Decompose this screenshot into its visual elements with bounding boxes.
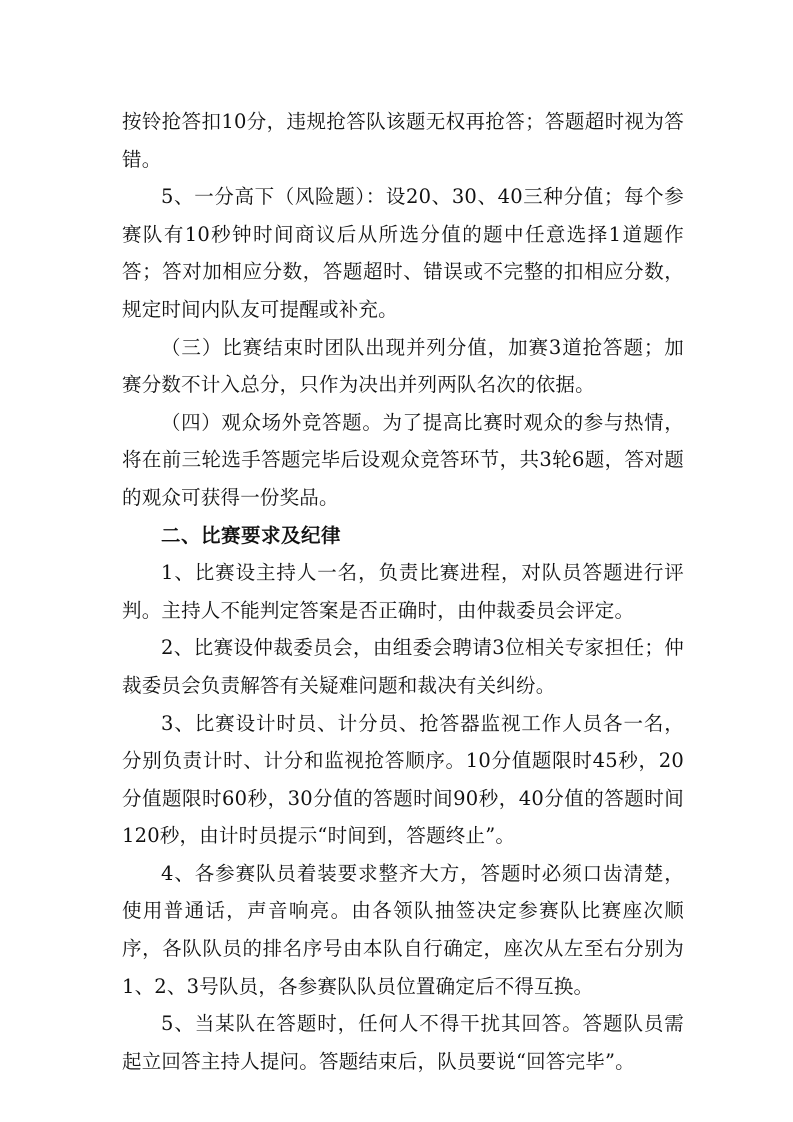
- paragraph-risk-question: 5、一分高下（风险题）：设20、30、40三种分值；每个参赛队有10秒钟时间商议后从所选分值的题中任意选择1道题作答；答对加相应分数，答题超时、错误或不完整的扣相应分数，规定时间内队友可提醒或补充。: [122, 185, 684, 321]
- paragraph-tiebreak: （三）比赛结束时团队出现并列分值，加赛3道抢答题；加赛分数不计入总分，只作为决出并列两队名次的依据。: [122, 335, 684, 397]
- rule-item: 1、比赛设主持人一名，负责比赛进程，对队员答题进行评判。主持人不能判定答案是否正确时，由仲裁委员会评定。: [122, 561, 684, 622]
- paragraph-audience-quiz: （四）观众场外竞答题。为了提高比赛时观众的参与热情，将在前三轮选手答题完毕后设观众竞答环节，共3轮6题，答对题的观众可获得一份奖品。: [122, 410, 684, 509]
- paragraph-continuation: 按铃抢答扣10分，违规抢答队该题无权再抢答；答题超时视为答错。: [122, 110, 684, 171]
- rule-item: 2、比赛设仲裁委员会，由组委会聘请3位相关专家担任；仲裁委员会负责解答有关疑难问题和裁决有关纠纷。: [122, 636, 684, 697]
- rule-item: 5、当某队在答题时，任何人不得干扰其回答。答题队员需起立回答主持人提问。答题结束后，队员要说“回答完毕”。: [122, 1012, 684, 1073]
- section-heading: 二、比赛要求及纪律: [161, 523, 342, 547]
- rule-item: 4、各参赛队员着装要求整齐大方，答题时必须口齿清楚，使用普通话，声音响亮。由各领队抽签决定参赛队比赛座次顺序，各队队员的排名序号由本队自行确定，座次从左至右分别为1、2、3号队员，各参赛队队员位置确定后不得互换。: [122, 861, 684, 998]
- document-body: [122, 103, 684, 1080]
- rule-item: 3、比赛设计时员、计分员、抢答器监视工作人员各一名，分别负责计时、计分和监视抢答顺序。10分值题限时45秒，20分值题限时60秒，30分值的答题时间90秒，40分值的答题时间120秒，由计时员提示“时间到，答题终止”。: [122, 711, 684, 848]
